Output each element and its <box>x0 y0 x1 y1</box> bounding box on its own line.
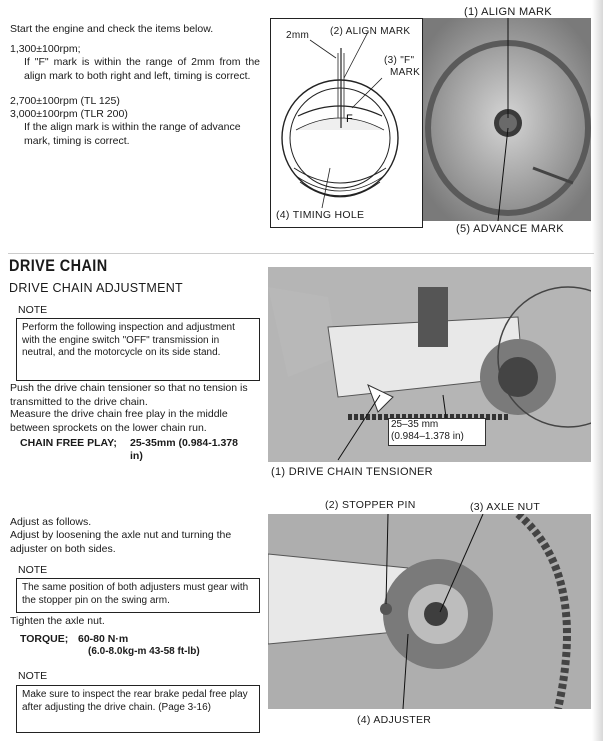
chain-range-1: 25–35 mm <box>391 419 439 430</box>
label-timing-hole: (4) TIMING HOLE <box>276 209 365 221</box>
label-2mm: 2mm <box>286 30 310 41</box>
note-box-1: Perform the following inspection and adjustment with the engine switch "OFF" transmission in neutral, and the motorcycle on its side stand. <box>16 318 260 381</box>
label-adjuster: (4) ADJUSTER <box>357 714 432 726</box>
spec-3000: 3,000±100rpm (TLR 200) <box>10 108 128 120</box>
adjuster-photo <box>268 514 591 709</box>
torque-label: TORQUE; <box>20 633 69 645</box>
note-label-2: NOTE <box>18 564 48 576</box>
torque-value-2: (6.0-8.0kg-m 43-58 ft-lb) <box>88 646 200 657</box>
timing-hole-diagram <box>270 18 423 228</box>
spec-1300-desc: If "F" mark is within the range of 2mm from the align mark to both right and left, timing is correct. <box>24 56 260 82</box>
spec-1300: 1,300±100rpm; <box>10 43 81 55</box>
tighten-text: Tighten the axle nut. <box>10 615 105 627</box>
section-subtitle: DRIVE CHAIN ADJUSTMENT <box>9 281 183 295</box>
label-f-mark-2: MARK <box>390 67 421 78</box>
label-drive-chain-tensioner: (1) DRIVE CHAIN TENSIONER <box>271 466 433 478</box>
measure-text: Measure the drive chain free play in the middle between sprockets on the lower chain run. <box>10 408 228 434</box>
torque-value: 60-80 N·m <box>78 633 129 645</box>
free-play-value-2: in) <box>130 450 143 462</box>
note-label-1: NOTE <box>18 304 48 316</box>
push-text: Push the drive chain tensioner so that no tension is transmitted to the drive chain. <box>10 382 248 408</box>
section-title: DRIVE CHAIN <box>9 256 108 275</box>
label-stopper-pin: (2) STOPPER PIN <box>325 499 416 511</box>
label-align-mark-2: (2) ALIGN MARK <box>330 26 411 37</box>
note-label-3: NOTE <box>18 670 48 682</box>
intro-text: Start the engine and check the items below. <box>10 23 214 35</box>
note-box-2: The same position of both adjusters must gear with the stopper pin on the swing arm. <box>16 578 260 613</box>
adjust-as-follows: Adjust as follows. <box>10 516 92 528</box>
svg-text:F: F <box>346 113 353 125</box>
label-axle-nut: (3) AXLE NUT <box>470 501 541 513</box>
free-play-label: CHAIN FREE PLAY; <box>20 437 117 449</box>
page-edge <box>592 0 603 741</box>
section-divider <box>8 253 594 254</box>
label-advance-mark: (5) ADVANCE MARK <box>456 223 564 235</box>
label-f-mark: (3) "F" <box>384 55 415 66</box>
spec-2700: 2,700±100rpm (TL 125) <box>10 95 120 107</box>
label-align-mark-1: (1) ALIGN MARK <box>464 6 552 18</box>
note-box-3: Make sure to inspect the rear brake pedal free play after adjusting the drive chain. (Page 3-16) <box>16 685 260 733</box>
chain-range-2: (0.984–1.378 in) <box>391 431 464 442</box>
adjust-instructions: Adjust by loosening the axle nut and turning the adjuster on both sides. <box>10 529 232 555</box>
advance-mark-photo <box>423 18 591 221</box>
free-play-value: 25-35mm (0.984-1.378 <box>130 437 238 449</box>
spec-advance-desc: If the align mark is within the range of advance mark, timing is correct. <box>24 121 241 147</box>
